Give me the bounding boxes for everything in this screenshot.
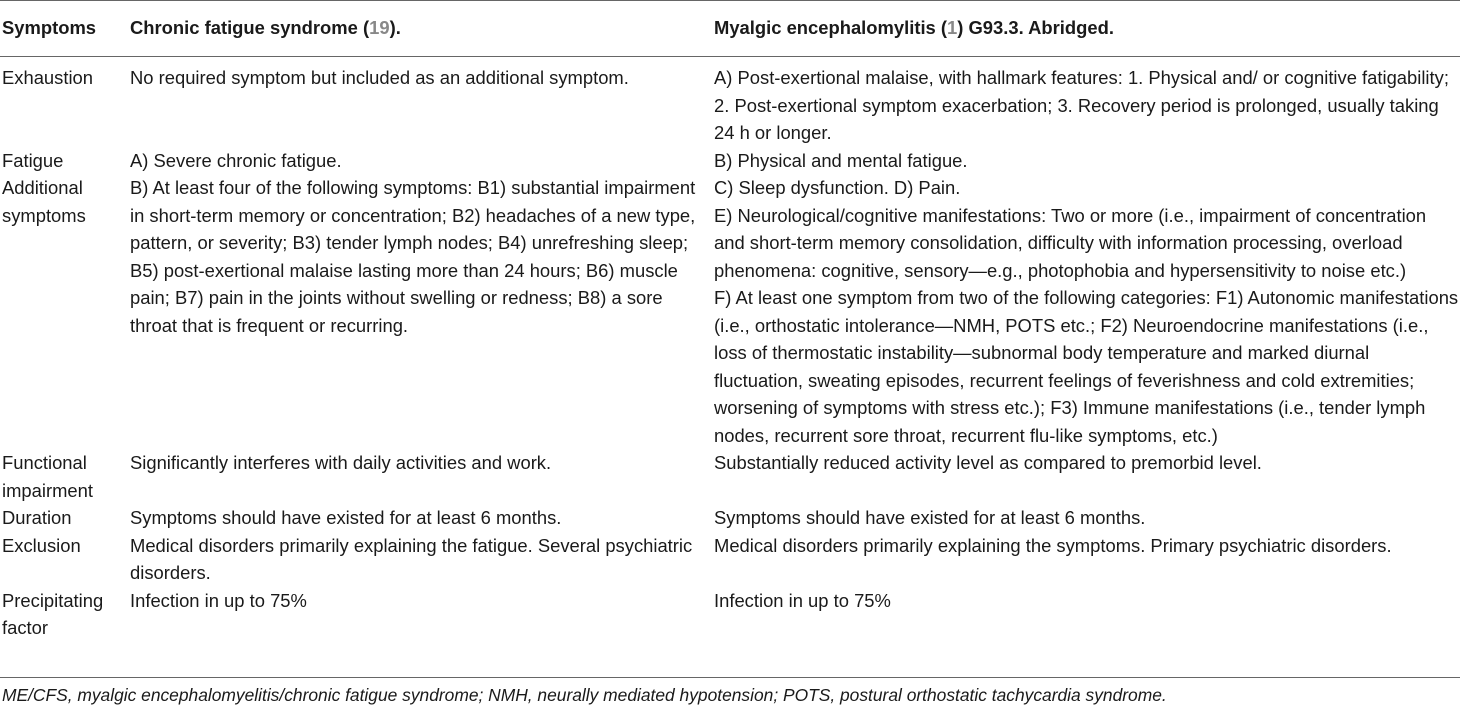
row-symptom: Exclusion (2, 534, 81, 556)
row-me-paragraph: E) Neurological/cognitive manifestations: Two or more (i.e., impairment of concentration and short-term memory consolidation, difficulty with information processing, overload phenomena: cognitive, sensory—e.g., photophobia and hypersensitivity to noise etc.) (714, 204, 1427, 281)
row-symptom: Additional symptoms (2, 177, 86, 226)
table-row (0, 147, 1460, 175)
header-cfs-text: Chronic fatigue syndrome ( (130, 17, 370, 38)
row-symptom: Duration (2, 507, 72, 528)
row-cfs: Symptoms should have existed for at least 6 months. (130, 507, 562, 528)
row-cfs: Medical disorders primarily explaining the fatigue. Several psychiatric disorders. (130, 534, 693, 583)
header-cfs-end: ). (389, 17, 401, 38)
row-symptom: Precipitating factor (2, 589, 104, 638)
row-cfs: Infection in up to 75% (130, 589, 307, 611)
table-bottom-rule (0, 677, 1460, 678)
table-row (0, 587, 1460, 642)
table-footnote: ME/CFS, myalgic encephalomyelitis/chronic fatigue syndrome; NMH, neurally mediated hypotension; POTS, postural orthostatic tachycardia syndrome. (2, 685, 1167, 705)
row-me-paragraph: A) Post-exertional malaise, with hallmark features: 1. Physical and/ or cognitive fatigability; 2. Post-exertional symptom exacerbation; 3. Recovery period is prolonged, usually taking 24 h or longer. (714, 67, 1449, 143)
row-me (714, 147, 1460, 175)
header-me-end: ) G93.3. Abridged. (957, 17, 1114, 38)
row-me (714, 57, 1460, 147)
header-me (714, 1, 1460, 57)
row-cfs: A) Severe chronic fatigue. (130, 149, 342, 171)
me-reference-link[interactable]: 1 (947, 17, 958, 38)
header-symptoms: Symptoms (0, 1, 130, 57)
table-row (0, 57, 1460, 147)
row-me-paragraph: F) At least one symptom from two of the following categories: F1) Autonomic manifestations (i.e., orthostatic intolerance—NMH, POTS etc.; F2) Neuroendocrine manifestations (i.e., loss of thermostatic instability—subnormal body temperature and marked diurnal fluctuation, sweating episodes, recurrent feelings of feverishness and cold extremities; worsening of symptoms with stress etc.); F3) Immune manifestations (i.e., tender lymph nodes, recurrent sore throat, recurrent flu-like symptoms, etc.) (714, 287, 1459, 446)
row-cfs: No required symptom but included as an additional symptom. (130, 67, 629, 88)
row-me (714, 174, 1460, 449)
table-row (0, 449, 1460, 504)
row-me-paragraph: Symptoms should have existed for at least 6 months. (714, 507, 1146, 528)
header-me-text: Myalgic encephalomylitis ( (714, 17, 948, 38)
row-cfs: B) At least four of the following symptoms: B1) substantial impairment in short-term memory or concentration; B2) headaches of a new type, pattern, or severity; B3) tender lymph nodes; B4) unrefreshing sleep; B5) post-exertional malaise lasting more than 24 hours; B6) muscle pain; B7) pain in the joints without swelling or redness; B8) a sore throat that is frequent or recurring. (130, 177, 696, 336)
row-symptom: Fatigue (2, 149, 64, 171)
row-me-paragraph: B) Physical and mental fatigue. (714, 149, 968, 171)
row-me (714, 504, 1460, 532)
row-me-paragraph: C) Sleep dysfunction. D) Pain. (714, 177, 961, 198)
row-cfs: Significantly interferes with daily activities and work. (130, 452, 552, 473)
cfs-reference-link[interactable]: 19 (369, 17, 390, 38)
row-me-paragraph: Medical disorders primarily explaining the symptoms. Primary psychiatric disorders. (714, 534, 1392, 556)
row-symptom: Functional impairment (2, 452, 93, 501)
row-me (714, 532, 1460, 587)
table-row (0, 532, 1460, 587)
row-me (714, 449, 1460, 504)
table-row (0, 174, 1460, 449)
table-row (0, 504, 1460, 532)
row-me-paragraph: Infection in up to 75% (714, 589, 891, 611)
header-cfs (130, 1, 714, 57)
row-me-paragraph: Substantially reduced activity level as compared to premorbid level. (714, 452, 1262, 473)
table-header-row (0, 1, 1460, 57)
row-me (714, 587, 1460, 642)
row-symptom: Exhaustion (2, 67, 93, 88)
